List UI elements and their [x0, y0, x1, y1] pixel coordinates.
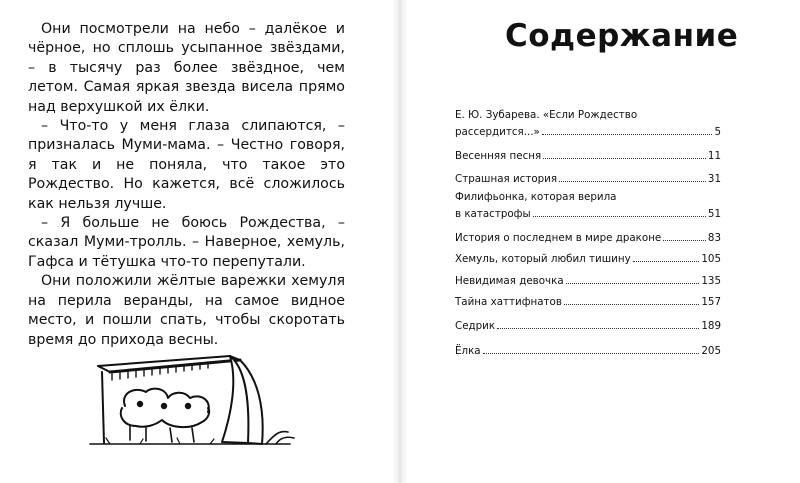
toc-entry: [455, 229, 721, 244]
paragraph: – Я больше не боюсь Рождества, – сказал Муми-тролль. – Наверное, хемуль, Гафса и тётушка что-то перепутали.: [28, 215, 345, 270]
toc-entry-title: Седрик: [455, 320, 496, 332]
toc-page-number: 105: [701, 253, 721, 265]
toc-entry: [455, 272, 721, 287]
toc-entry-title: Невидимая девочка: [455, 275, 564, 287]
leader-dots: [543, 147, 706, 159]
leader-dots: [566, 272, 700, 284]
leader-dots: [559, 170, 706, 182]
toc-entry: [455, 293, 721, 308]
left-page-text: [28, 20, 345, 350]
toc-entry: [455, 147, 721, 162]
contents-title: Содержание: [505, 18, 739, 54]
toc-page-number: 5: [714, 126, 721, 138]
moomins-under-table-illustration: [80, 348, 305, 453]
toc-entry-title: Страшная история: [455, 173, 558, 185]
toc-entry: [455, 317, 721, 332]
leader-dots: [633, 250, 700, 262]
toc-entry: [455, 342, 721, 357]
toc-page-number: 31: [707, 173, 721, 185]
toc-entry: [455, 108, 721, 138]
toc-entry: [455, 250, 721, 265]
toc-page-number: 205: [701, 345, 721, 357]
leader-dots: [564, 293, 699, 305]
toc-page-number: 135: [701, 275, 721, 287]
leader-dots: [542, 123, 713, 135]
leader-dots: [497, 317, 699, 329]
toc-entry-title: Е. Ю. Зубарева. «Если Рождество: [455, 109, 638, 121]
paragraph: Они положили жёлтые варежки хемуля на перила веранды, на самое видное место, и пошли спать, чтобы скоротать время до прихода весны.: [28, 273, 345, 348]
toc-entry-title: в катастрофы: [455, 208, 531, 220]
leader-dots: [533, 205, 706, 217]
toc-entry: [455, 190, 721, 220]
toc-entry-title: Весенняя песня: [455, 150, 542, 162]
toc-entry-title: Ёлка: [455, 345, 481, 357]
toc-entry: [455, 170, 721, 185]
toc-page-number: 51: [707, 208, 721, 220]
toc-entry-title: Филифьонка, которая верила: [455, 191, 617, 203]
toc-page-number: 157: [701, 296, 721, 308]
leader-dots: [663, 229, 706, 241]
toc-page-number: 189: [701, 320, 721, 332]
toc-entry-title: История о последнем в мире драконе: [455, 232, 662, 244]
paragraph: – Что-то у меня глаза слипаются, – призналась Муми-мама. – Честно говоря, я так и не поняла, что такое это Рождество. Но кажется, всё сложилось как нельзя лучше.: [28, 118, 345, 212]
paragraph: Они посмотрели на небо – далёкое и чёрное, но сплошь усыпанное звёздами, – в тысячу раз более звёздное, чем летом. Самая яркая звезда висела прямо над верхушкой их ёлки.: [28, 21, 345, 115]
page-gutter: [392, 0, 408, 483]
leader-dots: [483, 342, 700, 354]
toc-page-number: 11: [707, 150, 721, 162]
toc-entry-title: Тайна хаттифнатов: [455, 296, 562, 308]
toc-entry-title: рассердится...»: [455, 126, 540, 138]
toc-entry-title: Хемуль, который любил тишину: [455, 253, 631, 265]
toc-page-number: 83: [707, 232, 721, 244]
